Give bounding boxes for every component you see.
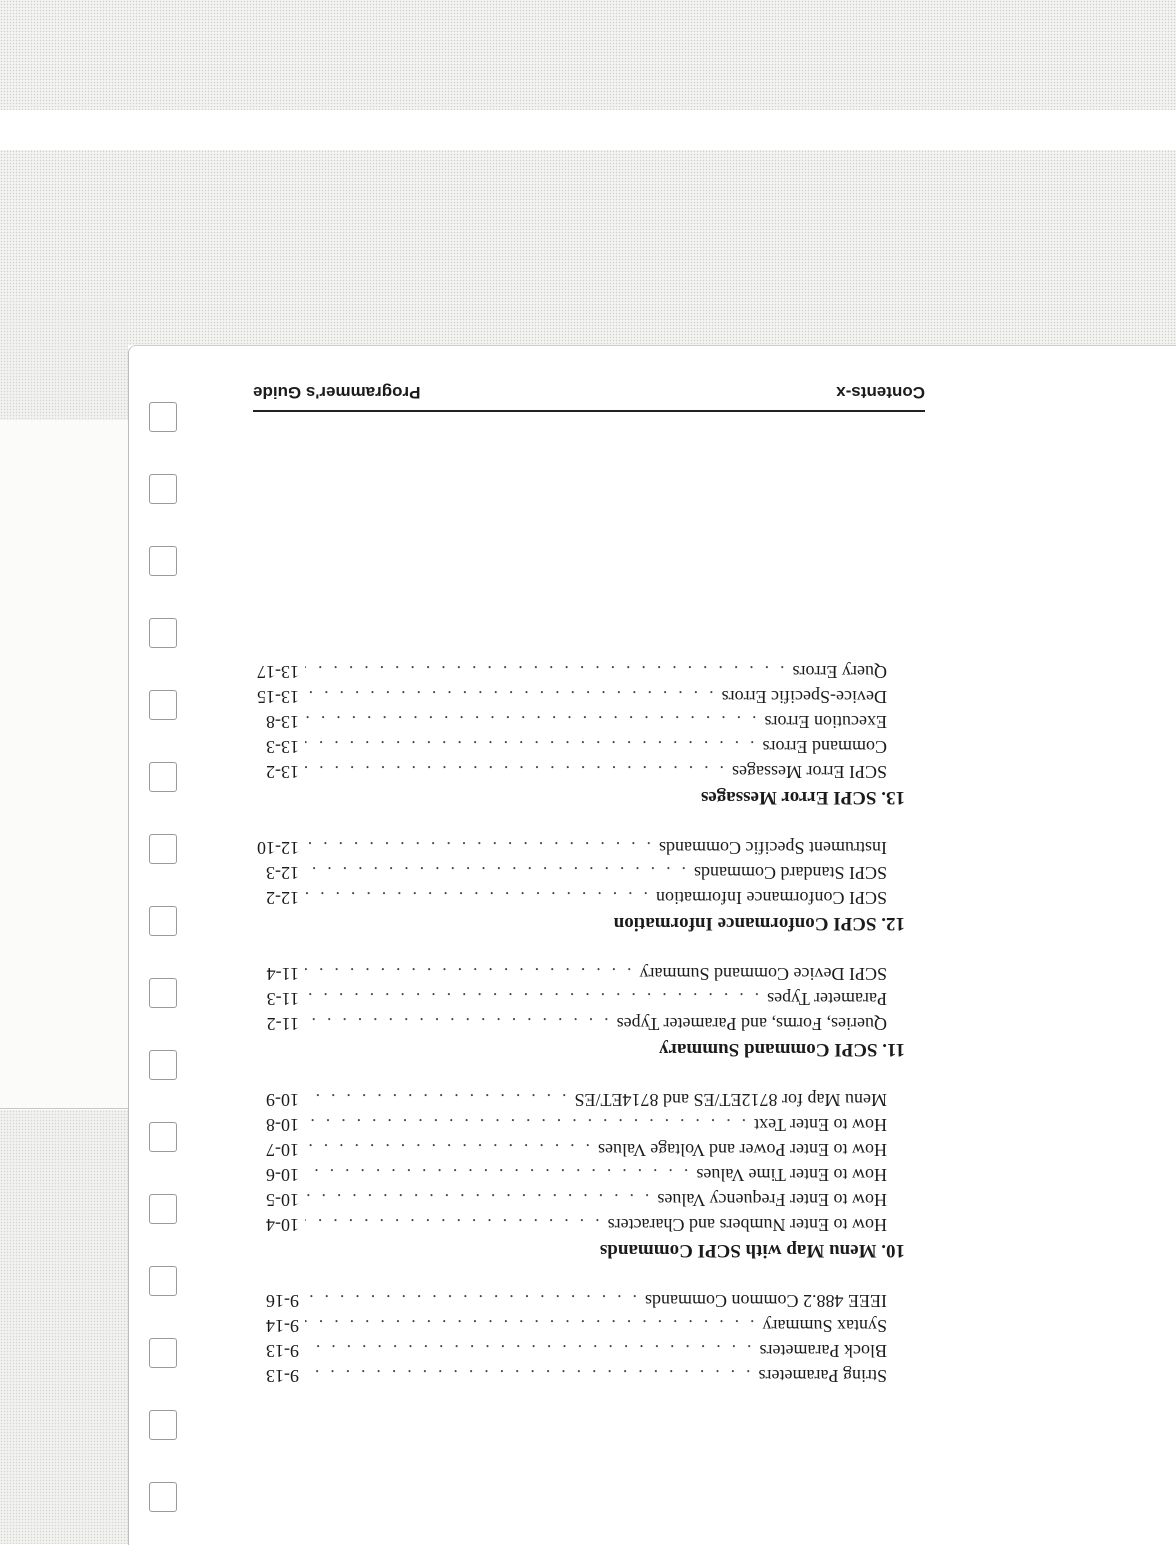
toc-entry-title: SCPI Error Messages [732, 762, 887, 782]
leader-dots [305, 1288, 637, 1313]
leader-dots [305, 885, 648, 910]
binder-hole-icon [149, 690, 177, 720]
toc-entry[interactable] [245, 659, 905, 684]
toc-entry-page: 13-2 [266, 762, 299, 782]
toc-entry-page: 12-10 [257, 838, 299, 858]
toc-entry[interactable] [245, 885, 905, 910]
toc-entry[interactable] [245, 986, 905, 1011]
scan-fold-line [0, 1108, 128, 1109]
leader-dots [305, 860, 686, 885]
toc-entry-page: 11-4 [266, 964, 299, 984]
toc-entry-title: SCPI Conformance Information [656, 888, 887, 908]
toc-entry-page: 9-13 [266, 1341, 299, 1361]
binder-hole-icon [149, 618, 177, 648]
binder-hole-icon [149, 1122, 177, 1152]
binder-hole-icon [149, 1338, 177, 1368]
leader-dots [305, 659, 785, 684]
scan-light-area-left [0, 420, 128, 1110]
toc-entry-page: 13-3 [266, 737, 299, 757]
leader-dots [305, 1087, 567, 1112]
leader-dots [305, 1338, 752, 1363]
leader-dots [305, 1313, 755, 1338]
toc-entry-page: 9-16 [266, 1291, 299, 1311]
toc-entry-title: How to Enter Frequency Values [657, 1190, 887, 1210]
binder-hole-icon [149, 1194, 177, 1224]
toc-entry-title: Menu Map for 8712ET/ES and 8714ET/ES [574, 1090, 887, 1110]
leader-dots [305, 1363, 751, 1388]
toc-entry[interactable] [245, 860, 905, 885]
toc-section-11 [245, 961, 905, 1062]
leader-dots [305, 961, 632, 986]
toc-entry[interactable] [245, 684, 905, 709]
toc-entry[interactable] [245, 1288, 905, 1313]
binder-hole-icon [149, 402, 177, 432]
toc-entry[interactable] [245, 759, 905, 784]
toc-entry-page: 10-9 [266, 1090, 299, 1110]
binder-hole-icon [149, 1050, 177, 1080]
toc-entry[interactable] [245, 1313, 905, 1338]
toc-entry-title: Instrument Specific Commands [659, 838, 887, 858]
scan-light-band [0, 110, 1176, 150]
toc-entry-title: How to Enter Text [754, 1115, 887, 1135]
binder-hole-icon [149, 762, 177, 792]
toc-entry-page: 13-15 [257, 687, 299, 707]
toc-entry[interactable] [245, 1087, 905, 1112]
toc-entry-page: 9-13 [266, 1366, 299, 1386]
toc-entry-title: SCPI Standard Commands [693, 863, 887, 883]
binder-hole-icon [149, 474, 177, 504]
leader-dots [305, 1212, 600, 1237]
toc-entry-title: Device-Specific Errors [721, 687, 887, 707]
toc-entry[interactable] [245, 1338, 905, 1363]
toc-entry-title: SCPI Device Command Summary [639, 964, 887, 984]
binder-hole-icon [149, 1266, 177, 1296]
chapter-heading[interactable]: 12. SCPI Conformance Information [613, 913, 905, 934]
toc-entry[interactable] [245, 734, 905, 759]
toc-entry[interactable] [245, 1212, 905, 1237]
toc-section-10 [245, 1087, 905, 1263]
toc-entry-page: 13-8 [266, 712, 299, 732]
toc-entry-page: 10-5 [266, 1190, 299, 1210]
toc-entry-page: 13-17 [257, 662, 299, 682]
toc-entry-page: 10-4 [266, 1215, 299, 1235]
scan-background-top [0, 0, 1176, 345]
toc-entry-page: 11-2 [266, 1014, 299, 1034]
toc-entry-page: 9-14 [266, 1316, 299, 1336]
toc-entry-title: How to Enter Power and Voltage Values [598, 1140, 887, 1160]
toc-entry-title: How to Enter Numbers and Characters [607, 1215, 887, 1235]
binder-hole-icon [149, 546, 177, 576]
toc-entry-page: 11-3 [266, 989, 299, 1009]
toc-entry-page: 10-7 [266, 1140, 299, 1160]
toc-entry-page: 10-6 [266, 1165, 299, 1185]
chapter-heading[interactable]: 13. SCPI Error Messages [700, 787, 905, 808]
binder-hole-icon [149, 906, 177, 936]
toc-entry[interactable] [245, 1187, 905, 1212]
binder-hole-icon [149, 1482, 177, 1512]
toc-entry-page: 12-2 [266, 888, 299, 908]
toc-entry-title: String Parameters [758, 1366, 887, 1386]
footer-page-label: Contents-x [836, 383, 925, 402]
toc-entry-page: 10-8 [266, 1115, 299, 1135]
chapter-heading[interactable]: 11. SCPI Command Summary [659, 1039, 905, 1060]
toc-entry[interactable] [245, 835, 905, 860]
page-footer [253, 374, 925, 412]
toc-entry[interactable] [245, 961, 905, 986]
binder-holes [149, 402, 183, 1542]
toc-entry-title: Syntax Summary [762, 1316, 887, 1336]
toc-section-9-continued [245, 1288, 905, 1388]
toc-entry-title: Block Parameters [759, 1341, 887, 1361]
leader-dots [305, 1187, 649, 1212]
toc-entry[interactable] [245, 1112, 905, 1137]
leader-dots [305, 709, 757, 734]
toc-entry-title: Query Errors [792, 662, 887, 682]
leader-dots [305, 1011, 609, 1036]
leader-dots [305, 986, 759, 1011]
toc-entry-title: IEEE 488.2 Common Commands [645, 1291, 887, 1311]
binder-hole-icon [149, 834, 177, 864]
leader-dots [305, 835, 651, 860]
toc-entry[interactable] [245, 1011, 905, 1036]
leader-dots [305, 684, 714, 709]
toc-entry[interactable] [245, 1162, 905, 1187]
leader-dots [305, 1112, 746, 1137]
toc-entry-title: Queries, Forms, and Parameter Types [616, 1014, 887, 1034]
leader-dots [305, 1162, 688, 1187]
toc-entry-title: Execution Errors [764, 712, 887, 732]
toc-entry-title: Parameter Types [767, 989, 887, 1009]
footer-book-title: Programmer's Guide [253, 383, 421, 402]
toc-section-12 [245, 835, 905, 936]
chapter-heading[interactable]: 10. Menu Map with SCPI Commands [599, 1240, 905, 1261]
table-of-contents [245, 634, 905, 1388]
toc-entry-page: 12-3 [266, 863, 299, 883]
leader-dots [305, 1137, 590, 1162]
printed-page-upside-down [245, 374, 925, 1414]
toc-section-13 [245, 659, 905, 810]
leader-dots [305, 759, 724, 784]
binder-hole-icon [149, 1410, 177, 1440]
toc-entry[interactable] [245, 1363, 905, 1388]
toc-entry[interactable] [245, 709, 905, 734]
toc-entry[interactable] [245, 1137, 905, 1162]
binder-hole-icon [149, 978, 177, 1008]
leader-dots [305, 734, 755, 759]
toc-entry-title: How to Enter Time Values [696, 1165, 887, 1185]
toc-entry-title: Command Errors [762, 737, 887, 757]
